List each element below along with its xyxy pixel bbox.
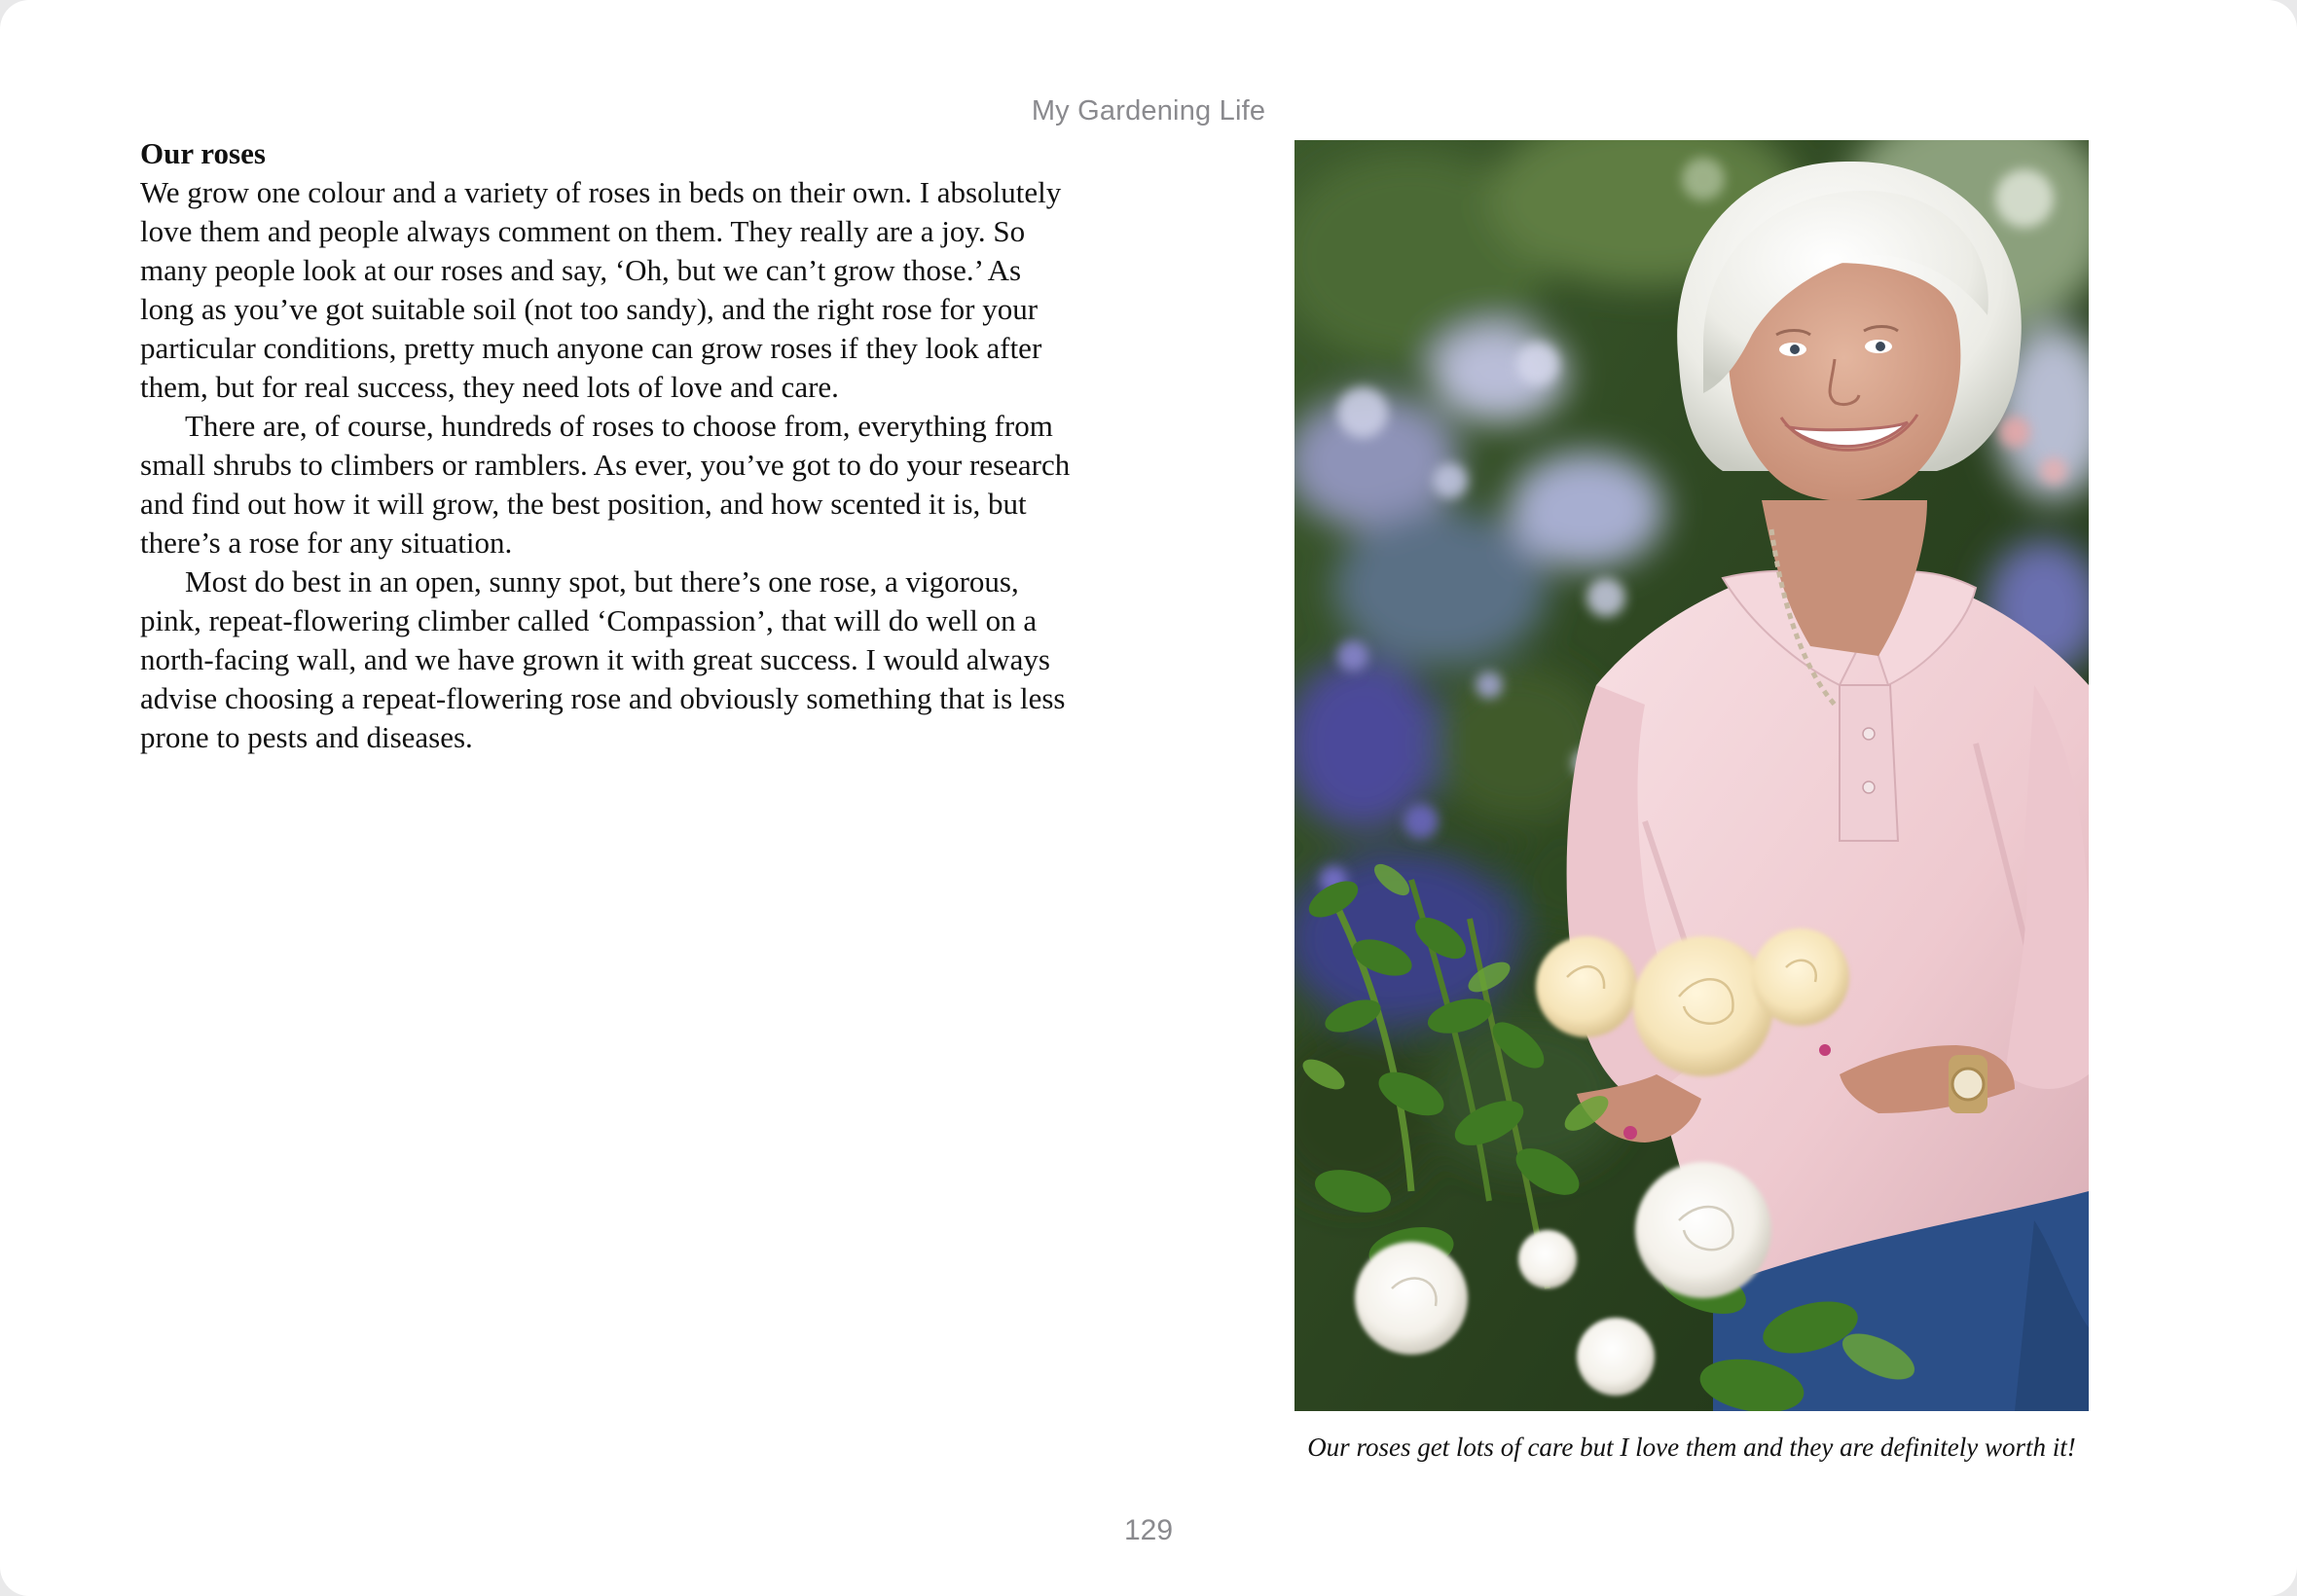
photo-illustration <box>1294 140 2089 1411</box>
figure-caption: Our roses get lots of care but I love them and they are definitely worth it! <box>1307 1433 2076 1462</box>
garden-photo <box>1294 140 2089 1411</box>
book-title: My Gardening Life <box>1031 95 1266 127</box>
page-number: 129 <box>1123 1514 1174 1546</box>
paragraph-2: There are, of course, hundreds of roses to choose from, everything from small shrubs to climbers or ramblers. As ever, you’ve got to do your research and find out how it will grow, the best position, and how scented it is, but there’s a rose for any situation. <box>140 409 1071 560</box>
paragraph-1: We grow one colour and a variety of roses in beds on their own. I absolutely love them and people always comment on them. They really are a joy. So many people look at our roses and say, ‘Oh, but we can’t grow those.’ As long as you’ve got suitable soil (not too sandy), and the right rose for your particular conditions, pretty much anyone can grow roses if they look after them, but for real success, they need lots of love and care. <box>140 175 1062 404</box>
section-heading: Our roses <box>140 136 266 170</box>
text-column <box>140 134 1075 757</box>
paragraph-3: Most do best in an open, sunny spot, but there’s one rose, a vigorous, pink, repeat-flowering climber called ‘Compassion’, that will do well on a north-facing wall, and we have grown it with great success. I would always advise choosing a repeat-flowering rose and obviously something that is less prone to pests and diseases. <box>140 564 1066 754</box>
